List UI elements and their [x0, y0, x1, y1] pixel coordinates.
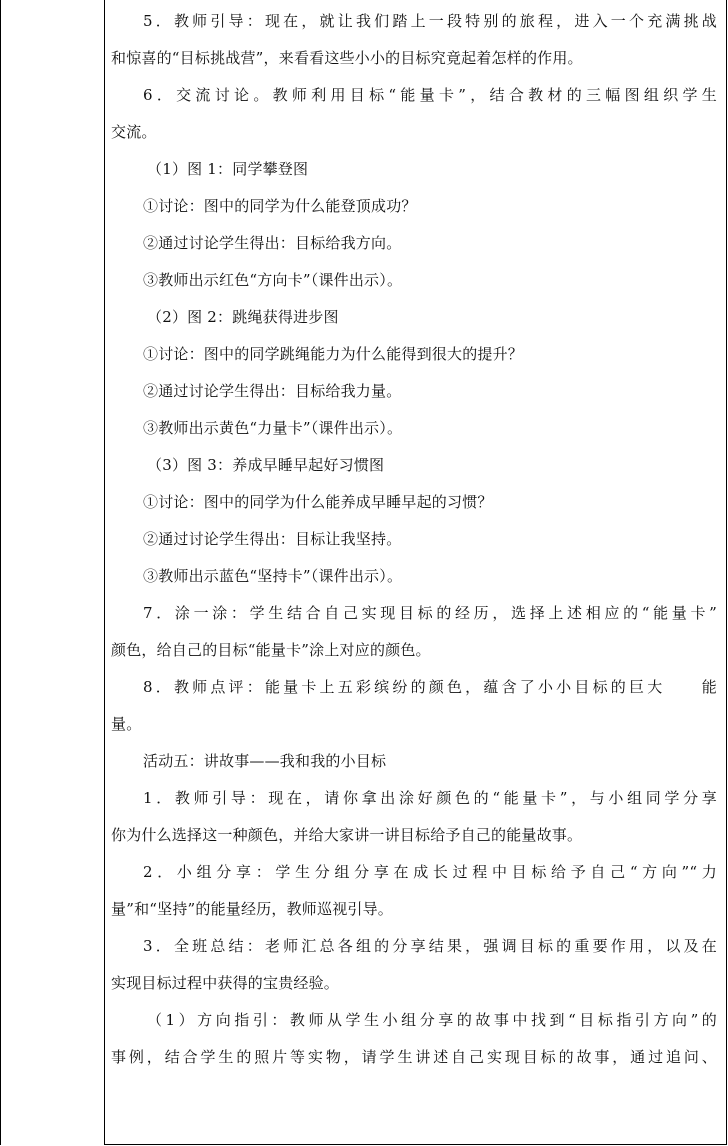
text-line: 1．教师引导：现在，请你拿出涂好颜色的“能量卡”，与小组同学分享	[143, 789, 717, 807]
text-line: 和惊喜的“目标挑战营”，来看看这些小小的目标究竟起着怎样的作用。	[111, 49, 583, 67]
text-line: 量”和“坚持”的能量经历，教师巡视引导。	[111, 900, 394, 918]
text-line: 颜色，给自己的目标“能量卡”涂上对应的颜色。	[111, 641, 431, 659]
text-line: 活动五：讲故事——我和我的小目标	[143, 752, 387, 770]
text-line: ②通过讨论学生得出：目标给我方向。	[143, 234, 402, 252]
text-line: 2．小组分享：学生分组分享在成长过程中目标给予自己“方向”“力	[143, 863, 717, 881]
text-line: ①讨论：图中的同学为什么能养成早睡早起的习惯？	[143, 493, 493, 511]
table-left-column	[0, 0, 105, 1145]
text-line: 6．交流讨论。教师利用目标“能量卡”，结合教材的三幅图组织学生	[143, 86, 717, 104]
text-line: 交流。	[111, 123, 157, 141]
text-line: ③教师出示红色“方向卡”（课件出示）。	[143, 271, 403, 289]
text-line: ③教师出示黄色“力量卡”（课件出示）。	[143, 419, 403, 437]
text-line: 事例，结合学生的照片等实物，请学生讲述自己实现目标的故事，通过追问、	[111, 1048, 717, 1066]
text-line: 你为什么选择这一种颜色，并给大家讲一讲目标给予自己的能量故事。	[111, 826, 583, 844]
lesson-content	[111, 11, 717, 1084]
text-line: ①讨论：图中的同学跳绳能力为什么能得到很大的提升？	[143, 345, 524, 363]
text-line: ①讨论：图中的同学为什么能登顶成功？	[143, 197, 417, 215]
text-line: ③教师出示蓝色“坚持卡”（课件出示）。	[143, 567, 403, 585]
text-line: （3）图 3：养成早睡早起好习惯图	[147, 456, 385, 474]
text-line: （2）图 2：跳绳获得进步图	[147, 308, 339, 326]
text-line: 量。	[111, 715, 142, 733]
text-line: ②通过讨论学生得出：目标给我力量。	[143, 382, 402, 400]
text-line: 8．教师点评：能量卡上五彩缤纷的颜色，蕴含了小小目标的巨大 能	[143, 678, 717, 696]
text-line: （1）方向指引：教师从学生小组分享的故事中找到“目标指引方向”的	[147, 1011, 717, 1029]
text-line: 实现目标过程中获得的宝贵经验。	[111, 974, 340, 992]
text-line: 7．涂一涂：学生结合自己实现目标的经历，选择上述相应的“能量卡”	[143, 604, 717, 622]
text-line: 5．教师引导：现在，就让我们踏上一段特别的旅程，进入一个充满挑战	[143, 12, 717, 30]
text-line: 3．全班总结：老师汇总各组的分享结果，强调目标的重要作用，以及在	[143, 937, 717, 955]
text-line: ②通过讨论学生得出：目标让我坚持。	[143, 530, 402, 548]
text-line: （1）图 1：同学攀登图	[147, 160, 309, 178]
